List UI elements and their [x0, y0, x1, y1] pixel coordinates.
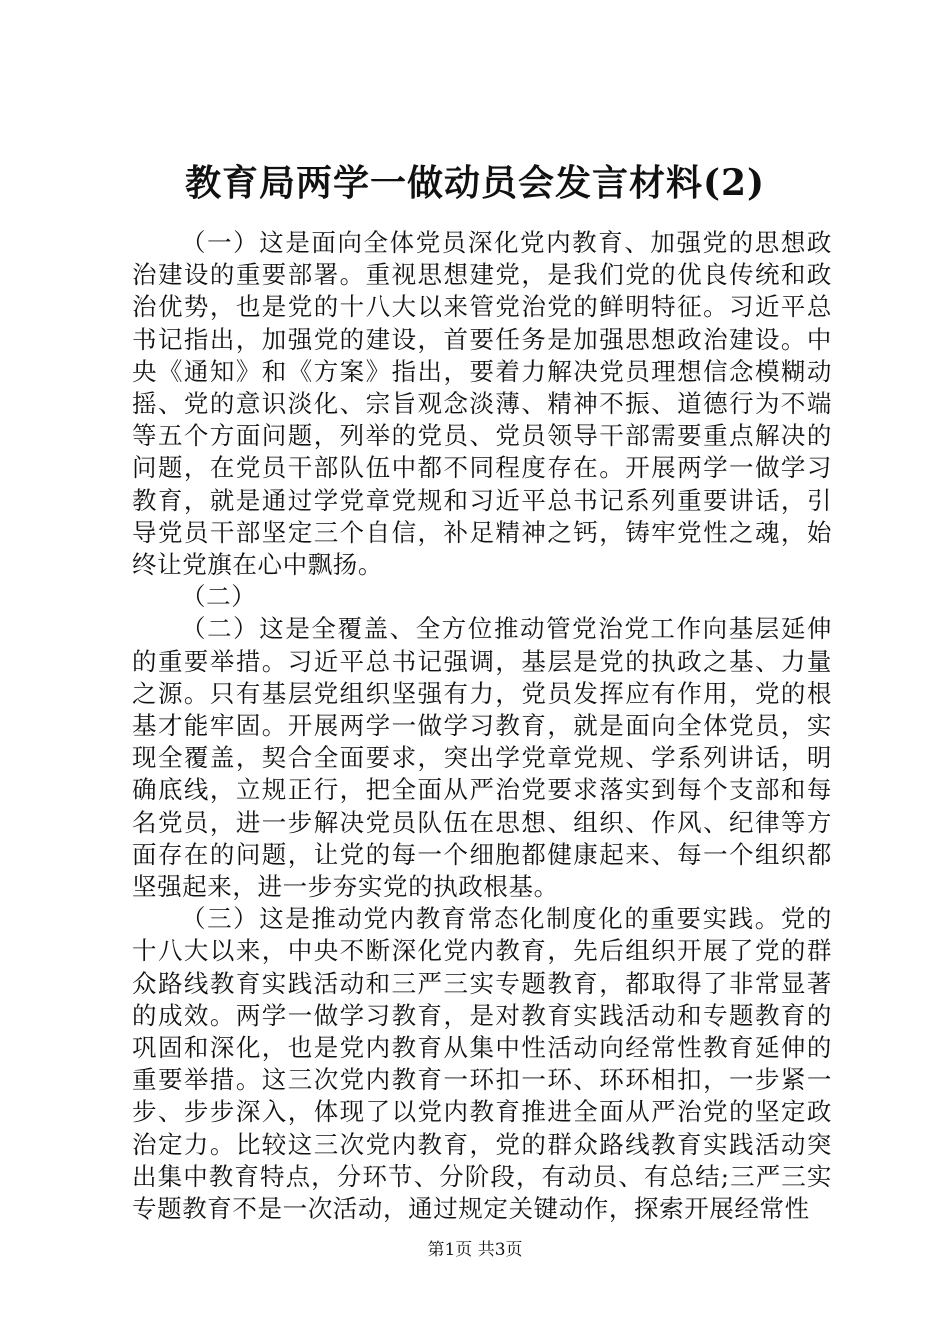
- paragraph-4: （三）这是推动党内教育常态化制度化的重要实践。党的十八大以来，中央不断深化党内教育，先后组织开展了党的群众路线教育实践活动和三严三实专题教育，都取得了非常显著的成效。两学一做学习教育，是对教育实践活动和专题教育的巩固和深化，也是党内教育从集中性活动向经常性教育延伸的重要举措。这三次党内教育一环扣一环、环环相扣，一步紧一步、步步深入，体现了以党内教育推进全面从严治党的坚定政治定力。比较这三次党内教育，党的群众路线教育实践活动突出集中教育特点，分环节、分阶段，有动员、有总结;三严三实专题教育不是一次活动，通过规定关键动作，探索开展经常性: [132, 904, 832, 1224]
- page-footer: 第1页 共3页: [427, 1240, 523, 1260]
- paragraph-2: （二）: [181, 582, 257, 612]
- document-body: [132, 227, 832, 1225]
- document-title: 教育局两学一做动员会发言材料(2): [184, 162, 766, 204]
- paragraph-3: （二）这是全覆盖、全方位推动管党治党工作向基层延伸的重要举措。习近平总书记强调，基层是党的执政之基、力量之源。只有基层党组织坚强有力，党员发挥应有作用，党的根基才能牢固。开展两学一做学习教育，就是面向全体党员，实现全覆盖，契合全面要求，突出学党章党规、学系列讲话，明确底线，立规正行，把全面从严治党要求落实到每个支部和每名党员，进一步解决党员队伍在思想、组织、作风、纪律等方面存在的问题，让党的每一个细胞都健康起来、每一个组织都坚强起来，进一步夯实党的执政根基。: [132, 614, 832, 902]
- paragraph-1: （一）这是面向全体党员深化党内教育、加强党的思想政治建设的重要部署。重视思想建党，是我们党的优良传统和政治优势，也是党的十八大以来管党治党的鲜明特征。习近平总书记指出，加强党的建设，首要任务是加强思想政治建设。中央《通知》和《方案》指出，要着力解决党员理想信念模糊动摇、党的意识淡化、宗旨观念淡薄、精神不振、道德行为不端等五个方面问题，列举的党员、党员领导干部需要重点解决的问题，在党员干部队伍中都不同程度存在。开展两学一做学习教育，就是通过学党章党规和习近平总书记系列重要讲话，引导党员干部坚定三个自信，补足精神之钙，铸牢党性之魂，始终让党旗在心中飘扬。: [132, 228, 832, 580]
